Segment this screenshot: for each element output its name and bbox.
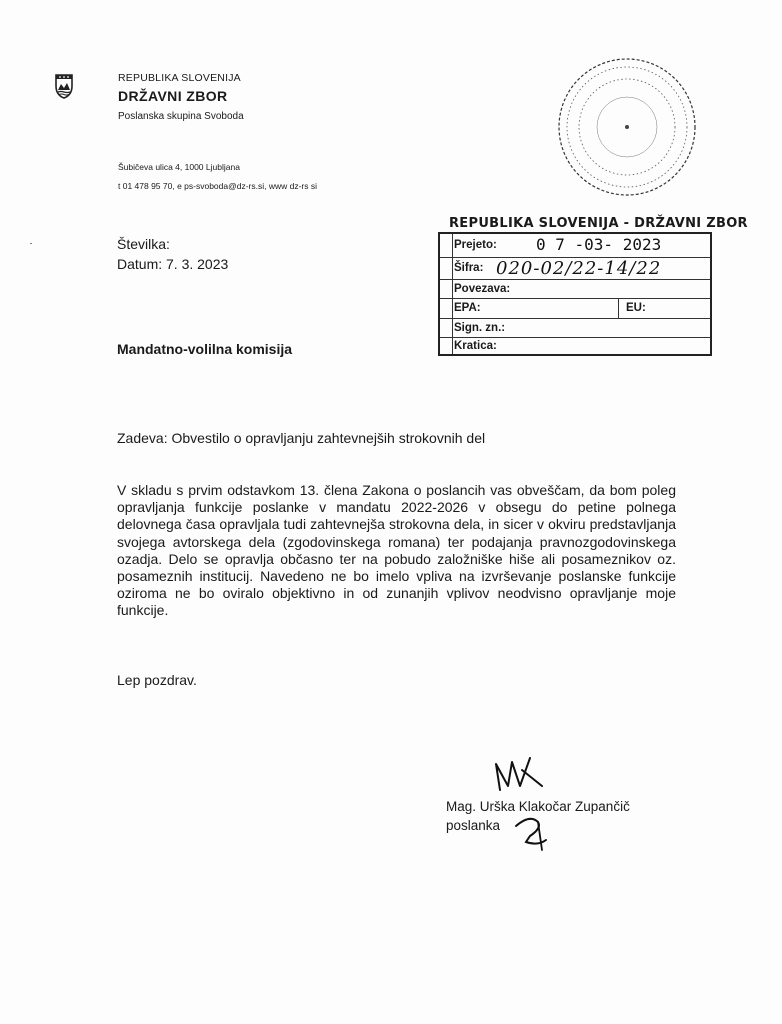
- scan-speck: [30, 243, 32, 244]
- eu-label: EU:: [626, 302, 646, 314]
- link-label: Povezava:: [454, 283, 511, 295]
- abbr-label: Kratica:: [454, 340, 497, 352]
- official-round-seal-icon: [552, 52, 702, 202]
- stamp-row-epa: [440, 299, 710, 319]
- document-number: Številka:: [117, 236, 170, 252]
- stamp-divider: [618, 299, 619, 318]
- registry-stamp-title: REPUBLIKA SLOVENIJA - DRŽAVNI ZBOR: [449, 216, 748, 231]
- letterhead-group: Poslanska skupina Svoboda: [118, 111, 244, 122]
- stamp-row-abbr: [440, 338, 710, 356]
- greeting: Lep pozdrav.: [117, 672, 197, 688]
- recipient: Mandatno-volilna komisija: [117, 341, 293, 357]
- signatory-title: poslanka: [446, 818, 501, 833]
- letterhead-institution: DRŽAVNI ZBOR: [118, 88, 228, 104]
- stamp-row-sign: [440, 319, 710, 338]
- stamp-row-code: [440, 258, 710, 280]
- subject-line: Zadeva: Obvestilo o opravljanju zahtevnejših strokovnih del: [117, 430, 486, 446]
- received-label: Prejeto:: [454, 239, 497, 251]
- coat-of-arms-icon: [54, 73, 74, 99]
- letterhead-address: Šubičeva ulica 4, 1000 Ljubljana: [118, 162, 240, 172]
- stamp-row-received: [440, 234, 710, 258]
- body-paragraph: V skladu s prvim odstavkom 13. člena Zakona o poslancih vas obveščam, da bom poleg opravljanja funkcije poslanke v mandatu 2022-2026 v obsegu do petine polnega delovnega časa opravljala tudi zahtevnejša strokovna dela, in sicer v okviru predstavljanja svojega avtorskega dela (zgodovinskega romana) ter podajanja pravnozgodovinskega ozadja. Delo se opravlja občasno ter na pobudo založniške hiše ali posameznikov oz. posameznih institucij. Navedeno ne bo imelo vpliva na izvrševanje poslanske funkcije oziroma ne bo oviralo objektivno in od zunanjih vplivov neodvisno opravljanje moje funkcije.: [117, 482, 676, 619]
- epa-label: EPA:: [454, 302, 481, 314]
- document-date: Datum: 7. 3. 2023: [117, 256, 229, 272]
- sign-label: Sign. zn.:: [454, 322, 506, 334]
- letterhead-contact: t 01 478 95 70, e ps-svoboda@dz-rs.si, www dz-rs si: [118, 181, 318, 191]
- signatory-name: Mag. Urška Klakočar Zupančič: [446, 799, 630, 814]
- letterhead-country: REPUBLIKA SLOVENIJA: [118, 72, 241, 84]
- received-value: 0 7 -03- 2023: [536, 235, 662, 254]
- code-label: Šifra:: [454, 262, 484, 274]
- registry-stamp: [438, 232, 712, 356]
- stamp-row-link: [440, 280, 710, 299]
- code-value: 020-02/22-14/22: [496, 258, 662, 279]
